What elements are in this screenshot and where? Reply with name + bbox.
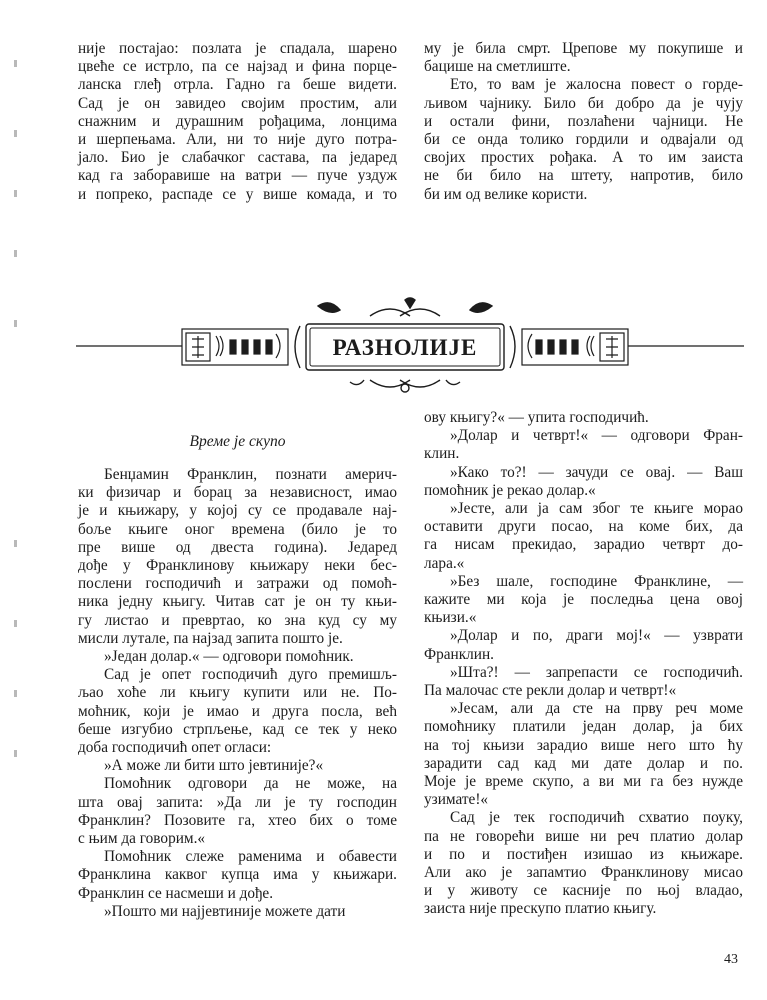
text-line: Франклина каквог купца има у књижари.: [78, 866, 397, 884]
text-line: није постајао: позлата је спадала, шарено: [78, 40, 397, 57]
right-ornament-block: [522, 329, 628, 365]
text-line: кажите ми која је последња цена овој: [424, 591, 743, 609]
text-line: му је била смрт. Црепове му покупише и: [424, 40, 743, 57]
text-line: »Пошто ми најјевтиније можете дати: [104, 902, 346, 920]
text-line: ланска глеђ отрла. Гадно га беше видети.: [78, 76, 397, 94]
text-line: бацише на сметлиште.: [424, 58, 571, 76]
text-line: не би било на штету, напротив, било: [424, 167, 743, 185]
left-ornament-block: [182, 329, 288, 365]
text-line: Сад је опет господичић дуго премишљ-: [104, 666, 397, 684]
text-line: клин.: [424, 445, 460, 463]
text-line: помоћник је рекао долар.«: [424, 481, 596, 499]
text-line: Али ако је запамтио Франклинову мисао: [424, 864, 743, 882]
text-line: књизи.«: [424, 609, 477, 627]
column-top-right: [424, 40, 743, 204]
text-line: заиста није прескупо платио књигу.: [424, 900, 657, 918]
text-line: пре више од двеста година). Једаред: [78, 538, 397, 556]
text-line: »Долар и по, драги мој!« — узврати: [450, 627, 743, 645]
text-line: »Јесте, али ја сам због те књиге морао: [450, 500, 743, 518]
section-banner: [70, 296, 750, 396]
text-line: Бенџамин Франклин, познати америч-: [104, 466, 397, 483]
text-line: »Шта?! — запрепасти се господичић.: [450, 663, 743, 681]
text-line: и остали фини, позлаћени чајници. Не: [424, 112, 743, 130]
text-line: зарадити сад кад ми дате долар и по.: [424, 754, 743, 772]
text-line: Франклин се насмеши и дође.: [78, 884, 274, 902]
text-line: оставити други посао, на коме бих, да: [424, 518, 743, 536]
text-line: узимате!«: [424, 791, 489, 809]
text-line: на тој књизи зарадио више него што ћу: [424, 736, 743, 754]
text-line: Сад је тек господичић схватио поуку,: [450, 809, 743, 827]
text-line: снажним и дурашним рођацима, лонцима: [78, 112, 397, 130]
text-line: лара.«: [424, 554, 465, 572]
binding-marks: [14, 60, 22, 860]
story-title: Време је скупо: [189, 433, 286, 450]
text-line: Франклин? Позовите га, хтео бих о томе: [78, 811, 397, 829]
column-top-left: [78, 40, 397, 204]
text-line: послени господичић и затражи од помоћ-: [78, 575, 397, 593]
text-line: Сад је он завидео својим простим, али: [78, 94, 397, 112]
text-line: »Како то?! — зачуди се овај. — Ваш: [450, 463, 743, 481]
text-line: »Јесам, али да сте на прву реч моме: [450, 700, 743, 718]
text-line: љивом чајнику. Било би добро да је чују: [424, 94, 743, 112]
text-line: Па малочас сте рекли долар и четврт!«: [424, 682, 677, 700]
text-line: Помоћник слеже раменима и обавести: [104, 848, 397, 866]
text-line: је и књижару, у којој су се продавале нај-: [78, 502, 397, 520]
column-bottom-right: [424, 409, 743, 919]
text-line: Франклин.: [424, 645, 494, 663]
text-line: »Један долар.« — одговори помоћник.: [104, 648, 354, 666]
text-line: »Долар и четврт!« — одговори Фран-: [450, 427, 743, 445]
text-line: »Без шале, господине Франклине, —: [450, 572, 743, 590]
text-line: би им од велике користи.: [424, 185, 588, 203]
text-line: својих простих рођака. А то им заиста: [424, 149, 743, 167]
text-line: па не говорећи више ни реч платио долар: [424, 827, 743, 845]
text-line: помоћнику платили један долар, ја бих: [424, 718, 743, 736]
text-line: би се онда толико гордили и одвајали од: [424, 131, 743, 149]
text-line: ову књигу?« — упита господичић.: [424, 409, 649, 426]
text-line: »А може ли бити што јевтиније?«: [104, 757, 324, 775]
text-line: дође у Франклинову књижару неки бес-: [78, 557, 397, 575]
text-line: и по и постиђен изишао из књижаре.: [424, 845, 743, 863]
text-line: цвеће се истрло, па се најзад и фина порце-: [78, 58, 397, 76]
text-line: шта овај запита: »Да ли је ту господин: [78, 793, 397, 811]
text-line: Моје је време скупо, а ви ми га без нужде: [424, 773, 743, 791]
column-bottom-left: [78, 466, 397, 921]
text-line: Помоћник одговори да не може, на: [104, 775, 397, 793]
text-line: и у животу се касније по њој владао,: [424, 882, 743, 900]
text-line: јало. Био је слабачког састава, па једаред: [78, 149, 397, 167]
text-line: гу листао и превртао, ко зна куд су му: [78, 611, 397, 629]
text-line: с њим да говорим.«: [78, 830, 206, 848]
text-line: Ето, то вам је жалосна повест о горде-: [450, 76, 743, 94]
page-number: 43: [724, 952, 738, 967]
text-line: беше изгубио стрпљење, кад се тек у неко: [78, 720, 397, 738]
text-line: и попреко, распаде се у више комада, и то: [78, 185, 397, 203]
text-line: ника једну књигу. Читав сат је он ту књи-: [78, 593, 397, 611]
text-line: га нисам прекидао, зарадио четврт до-: [424, 536, 743, 554]
section-banner-title: РАЗНОЛИЈЕ: [332, 335, 478, 360]
text-line: ки физичар и борац за независност, имао: [78, 484, 397, 502]
text-line: љао хоће ли књигу купити или не. По-: [78, 684, 397, 702]
text-line: мисли лутале, па најзад запита пошто је.: [78, 629, 343, 647]
text-line: моћник, који је имао и друга посла, већ: [78, 702, 397, 720]
text-line: кад га заборавише на ватри — пуче уздуж: [78, 167, 397, 185]
text-line: и шерпењама. Али, ни то није дуго потра-: [78, 131, 397, 149]
text-line: боље књиге оног времена (било је то: [78, 520, 397, 538]
text-line: доба господичић опет огласи:: [78, 739, 272, 757]
